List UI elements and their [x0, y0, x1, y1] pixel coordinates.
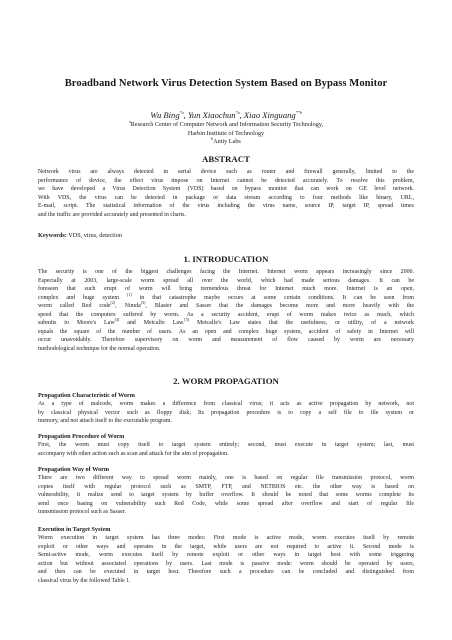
text-line: action but without associated operations by users. Last mode is passive mode: worm should be operated by users, [38, 560, 414, 567]
introduction-paragraph [38, 268, 414, 353]
subsection-heading: Propagation Way of Worm [38, 466, 109, 473]
text-line: speed that the computers suffered by worm. As a security accident, erupt of worm makes twice as much, which [38, 311, 414, 318]
paper-title: Broadband Network Virus Detection System Based on Bypass Monitor [64, 78, 388, 89]
text-line: classical virus by the followed Table 1. [38, 577, 131, 584]
text-line: methodological technique for the normal operation. [38, 345, 161, 352]
subsection-paragraph [38, 474, 414, 517]
abstract-paragraph [38, 168, 414, 219]
text-line: E-mail, script. The statistical information of the virus including the virus name, source IP, target IP, spread times [38, 203, 414, 210]
text-line: performance of device, the effect virus impose on Internet cannot be detected accurately. To resolve this problem, [38, 177, 414, 184]
subsection-heading: Execution in Target System [38, 526, 111, 533]
section-2-heading: 2. WORM PROPAGATION [173, 376, 279, 386]
text-line: we have developed a Virus Detection System (VDS) based on bypass monitor that can work on GE level network. [38, 186, 414, 193]
text-line: transmission protocol such as Sasser. [38, 509, 126, 516]
affiliation-line-1: $^a$Research Center of Computer Network and Information Security Technology, [128, 118, 324, 128]
text-line: memory, and not attach itself to the executable program. [38, 418, 172, 425]
text-line: and then can be executed in target host. Therefore such a procedure can be concluded and distinguished from [38, 569, 414, 576]
subsection-paragraph [38, 400, 414, 426]
subsection-heading: Propagation Characteristic of Worm [38, 392, 135, 399]
text-line: With VDS, the virus can be detected in package or data stream according to four methods like binary, URL, [38, 194, 414, 201]
text-line: As a type of malcode, worm makes a difference from classical virus; it acts as active propagation by network, not [38, 401, 414, 407]
text-line: First, the worm must copy itself to target system entirely; second, must execute in target system; last, must [38, 442, 414, 448]
text-line: worm called Red code[2], Nimda[3], Blaster and Sasser that the damages become more and more heavily with the [38, 300, 414, 310]
text-line: complex and huge system [1] in that catastrophe maybe occurs at some certain conditions. It can be seen from [38, 291, 414, 301]
text-line: submits to Moore's Law[4] and Metcalfe Law.[5] Metcalfe's Law states that the usefulness, or utility, of a network [38, 317, 414, 327]
paper-authors: Wu Bing$^{*a}$, Yun Xiaochun$^{*a}$, Xiao Xinguang$^{**b}$ [150, 110, 302, 120]
text-line: by classical physical vector such as floppy disk; Its propagation procedure is to copy a self file to file system or [38, 409, 414, 416]
subsection-paragraph [38, 441, 414, 458]
text-line: send once basing on vulnerability such Red Code, while some spread after overflow and start of regular file [38, 500, 414, 507]
text-line: Worm execution in target system has three modes: First mode is active mode, worm executes itself by remote [38, 535, 414, 541]
subsection-heading: Propagation Procedure of Worm [38, 433, 125, 440]
text-line: and the traffic are provided accurately and presented in charts. [38, 211, 186, 218]
subsection-paragraph [38, 534, 414, 585]
keywords-label: Keywords: [38, 232, 67, 239]
text-line: exploit or other ways and operates in the target, while users are not required to active it. Second mode is [38, 543, 414, 550]
text-line: occur unavoidably. Therefore supervisory on worm and measurement of flow caused by worm are necessary [38, 337, 414, 344]
text-line: The security is one of the biggest challenges facing the Internet. Internet worm appears increasingly since 2000. [38, 269, 414, 275]
text-line: copies itself with regular protocol such as SMTP, FTP, and NETBIOS etc. the other way is based on [38, 483, 414, 490]
section-1-heading: 1. INTRODUCATION [183, 254, 269, 264]
text-line: equals the square of the number of users. As an open and complex huge system, accident of safety in Internet will [38, 328, 414, 335]
text-line: Network virus are always detected in serial device such as router and firewall generally, limited to the [38, 169, 414, 175]
text-line: Semi-active mode, worm executes itself by remote exploit or other ways in target host with some triggering [38, 552, 414, 559]
affiliation-line-3: $^b$Antiy Labs [211, 135, 241, 145]
keywords [38, 232, 122, 239]
abstract-heading: ABSTRACT [202, 154, 250, 164]
keywords-value: VDS, virus, detection [66, 232, 122, 239]
text-line: Especially at 2003, large-scale worm spread all over the world, which had made serious damages. It can be [38, 277, 414, 284]
affiliation-line-2: Harbin Institute of Technology [187, 130, 265, 137]
text-line: There are two different way to spread worm mainly, one is based on regular file transmission protocol, worm [38, 475, 414, 481]
text-line: vulnerability, it realize send to target system by buffer overflow. It should be noted that some worms complete its [38, 492, 414, 499]
text-line: foreseen that such erupt of worm will bring tremendous threat for Internet much more. Internet is an open, [38, 286, 414, 293]
text-line: accompany with other action such as scan and attack for the aim of propagation. [38, 450, 229, 457]
